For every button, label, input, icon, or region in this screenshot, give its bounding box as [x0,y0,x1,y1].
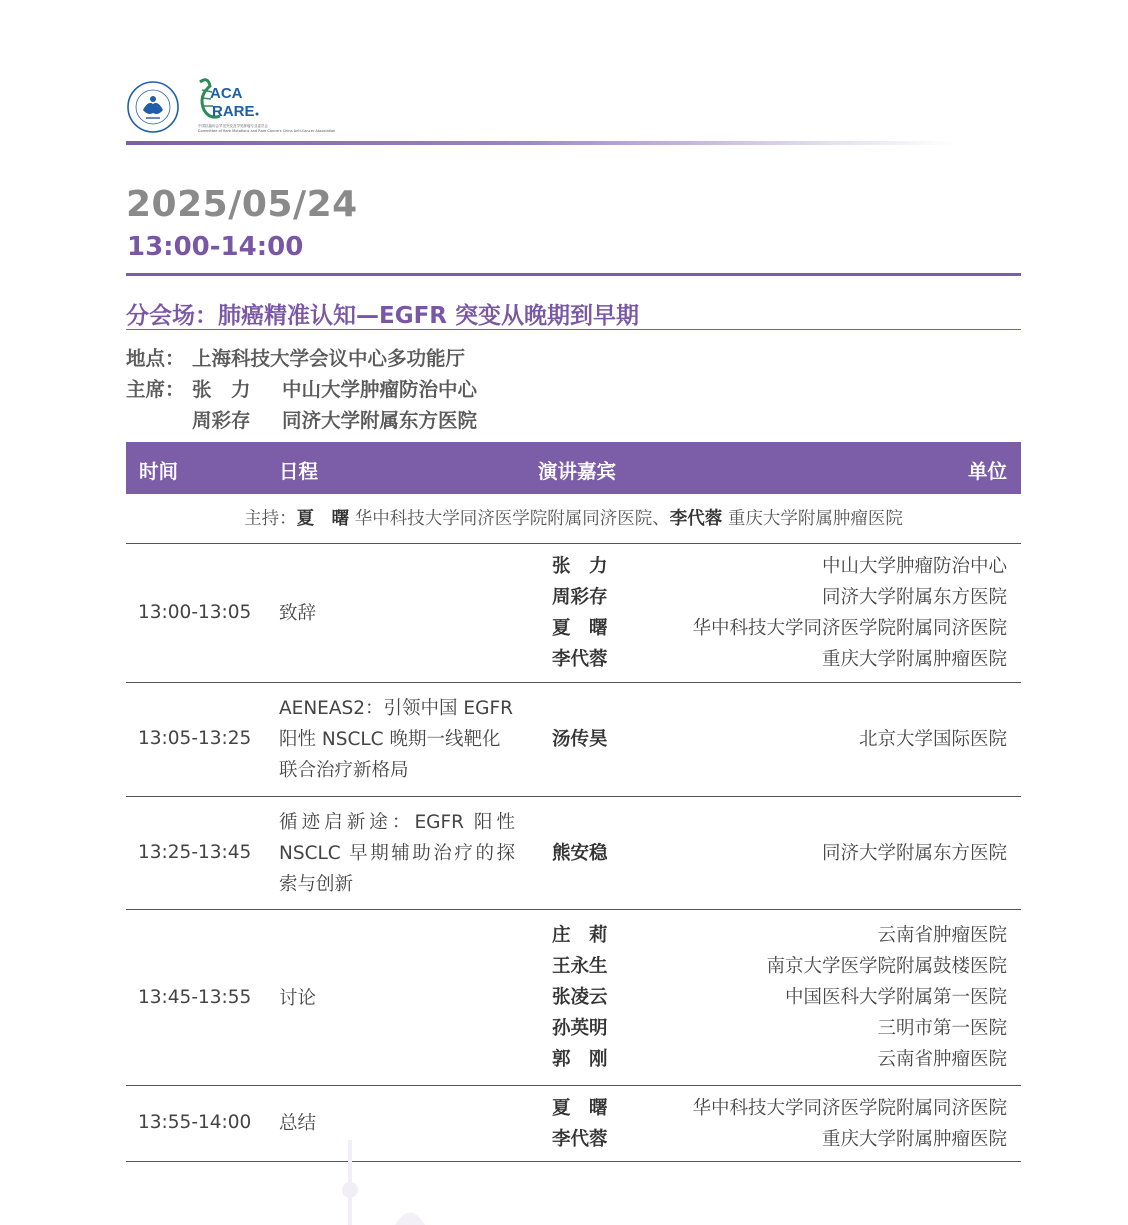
event-date: 2025/05/24 [126,184,358,225]
col-time-header: 时间 [139,460,179,483]
speaker-org: 同济大学附属东方医院 [821,843,1007,864]
row-program: 致辞 [279,603,317,624]
aca-rare-subtitle: 中国抗癌协会罕见突变及罕见肿瘤专业委员会 Committee of Rare Mutations and Rare Cancers China Anti-Cancer Association [198,124,336,133]
col-program-header: 日程 [279,460,319,483]
col-org-header: 单位 [967,460,1007,483]
speaker-entry [126,838,1021,869]
chair-org: 同济大学附属东方医院 [282,409,478,432]
speaker-entry [126,582,1021,613]
chair-label: 主席： [126,378,185,401]
row-time: 13:00-13:05 [138,602,252,623]
speaker-org: 中山大学肿瘤防治中心 [821,556,1007,577]
speaker-entry [126,1124,1021,1155]
host-row [126,496,1021,542]
speaker-name: 张 力 [552,556,608,577]
speaker-org: 重庆大学附属肿瘤医院 [821,1129,1007,1150]
speaker-org: 云南省肿瘤医院 [877,1049,1007,1070]
speaker-name: 孙英明 [552,1018,608,1039]
speaker-name: 张凌云 [552,987,608,1008]
speaker-org: 三明市第一医院 [877,1018,1007,1039]
speaker-name: 夏 曙 [552,1098,608,1119]
table-row [126,797,1021,909]
speaker-name: 庄 莉 [552,925,608,946]
event-time: 13:00-14:00 [127,232,304,262]
host-name: 李代蓉 [669,509,723,529]
speaker-entry [126,1044,1021,1075]
speaker-org: 北京大学国际医院 [858,729,1007,750]
host-name: 夏 曙 [296,509,350,529]
table-row [126,1086,1021,1161]
header-divider [126,141,956,145]
speaker-entry [126,982,1021,1013]
speaker-org: 南京大学医学院附属鼓楼医院 [766,956,1007,977]
speaker-org: 中国医科大学附属第一医院 [784,987,1007,1008]
row-time: 13:55-14:00 [138,1112,252,1133]
speaker-name: 李代蓉 [552,1129,608,1150]
location-value: 上海科技大学会议中心多功能厅 [192,347,466,370]
table-row [126,544,1021,682]
row-time: 13:05-13:25 [138,728,252,749]
header-logos [126,76,426,138]
speaker-name: 王永生 [552,956,608,977]
location-label: 地点： [126,347,185,370]
chair-org: 中山大学肿瘤防治中心 [282,378,478,401]
speaker-entry [126,920,1021,951]
table-header [126,442,1021,494]
row-program: 总结 [279,1113,317,1134]
speaker-name: 周彩存 [552,587,608,608]
speaker-entry [126,1013,1021,1044]
row-divider [126,1161,1021,1162]
table-row [126,683,1021,796]
host-org: 华中科技大学同济医学院附属同济医院、 [354,509,670,529]
speaker-name: 郭 刚 [552,1049,608,1070]
title-underline [126,329,1021,330]
svg-text:RARE: RARE [212,103,255,120]
chair-name: 张 力 [192,378,251,401]
row-time: 13:25-13:45 [138,842,252,863]
row-program: 讨论 [279,988,317,1009]
host-org: 重庆大学附属肿瘤医院 [727,509,903,529]
row-time: 13:45-13:55 [138,987,252,1008]
location-row [126,343,465,371]
svg-text:ACA: ACA [210,85,243,102]
section-divider [126,273,1021,276]
aca-rare-logo [194,76,344,138]
speaker-name: 李代蓉 [552,649,608,670]
speaker-entry [126,551,1021,582]
chair-row-1 [126,374,477,402]
speaker-org: 华中科技大学同济医学院附属同济医院 [692,618,1007,639]
col-speaker-header: 演讲嘉宾 [538,460,617,483]
speaker-entry [126,951,1021,982]
table-row [126,910,1021,1085]
caca-logo-icon [126,80,180,134]
aca-rare-mark-icon [194,76,344,122]
speaker-entry [126,644,1021,675]
speaker-name: 汤传昊 [552,729,608,750]
speaker-name: 夏 曙 [552,618,608,639]
speaker-org: 华中科技大学同济医学院附属同济医院 [692,1098,1007,1119]
chair-name: 周彩存 [192,409,251,432]
row-program: 循迹启新途：EGFR 阳性 NSCLC 早期辅助治疗的探 索与创新 [279,812,515,895]
speaker-entry [126,724,1021,755]
speaker-org: 同济大学附属东方医院 [821,587,1007,608]
speaker-entry [126,613,1021,644]
chair-row-2 [126,405,477,433]
speaker-org: 重庆大学附属肿瘤医院 [821,649,1007,670]
host-label: 主持： [244,509,297,529]
row-program: AENEAS2：引领中国 EGFR 阳性 NSCLC 晚期一线靶化 联合治疗新格局 [279,698,513,781]
speaker-name: 熊安稳 [552,843,608,864]
tower-watermark-icon [300,1140,460,1225]
speaker-entry [126,1093,1021,1124]
session-title: 分会场：肺癌精准认知—EGFR 突变从晚期到早期 [126,303,640,329]
speaker-org: 云南省肿瘤医院 [877,925,1007,946]
